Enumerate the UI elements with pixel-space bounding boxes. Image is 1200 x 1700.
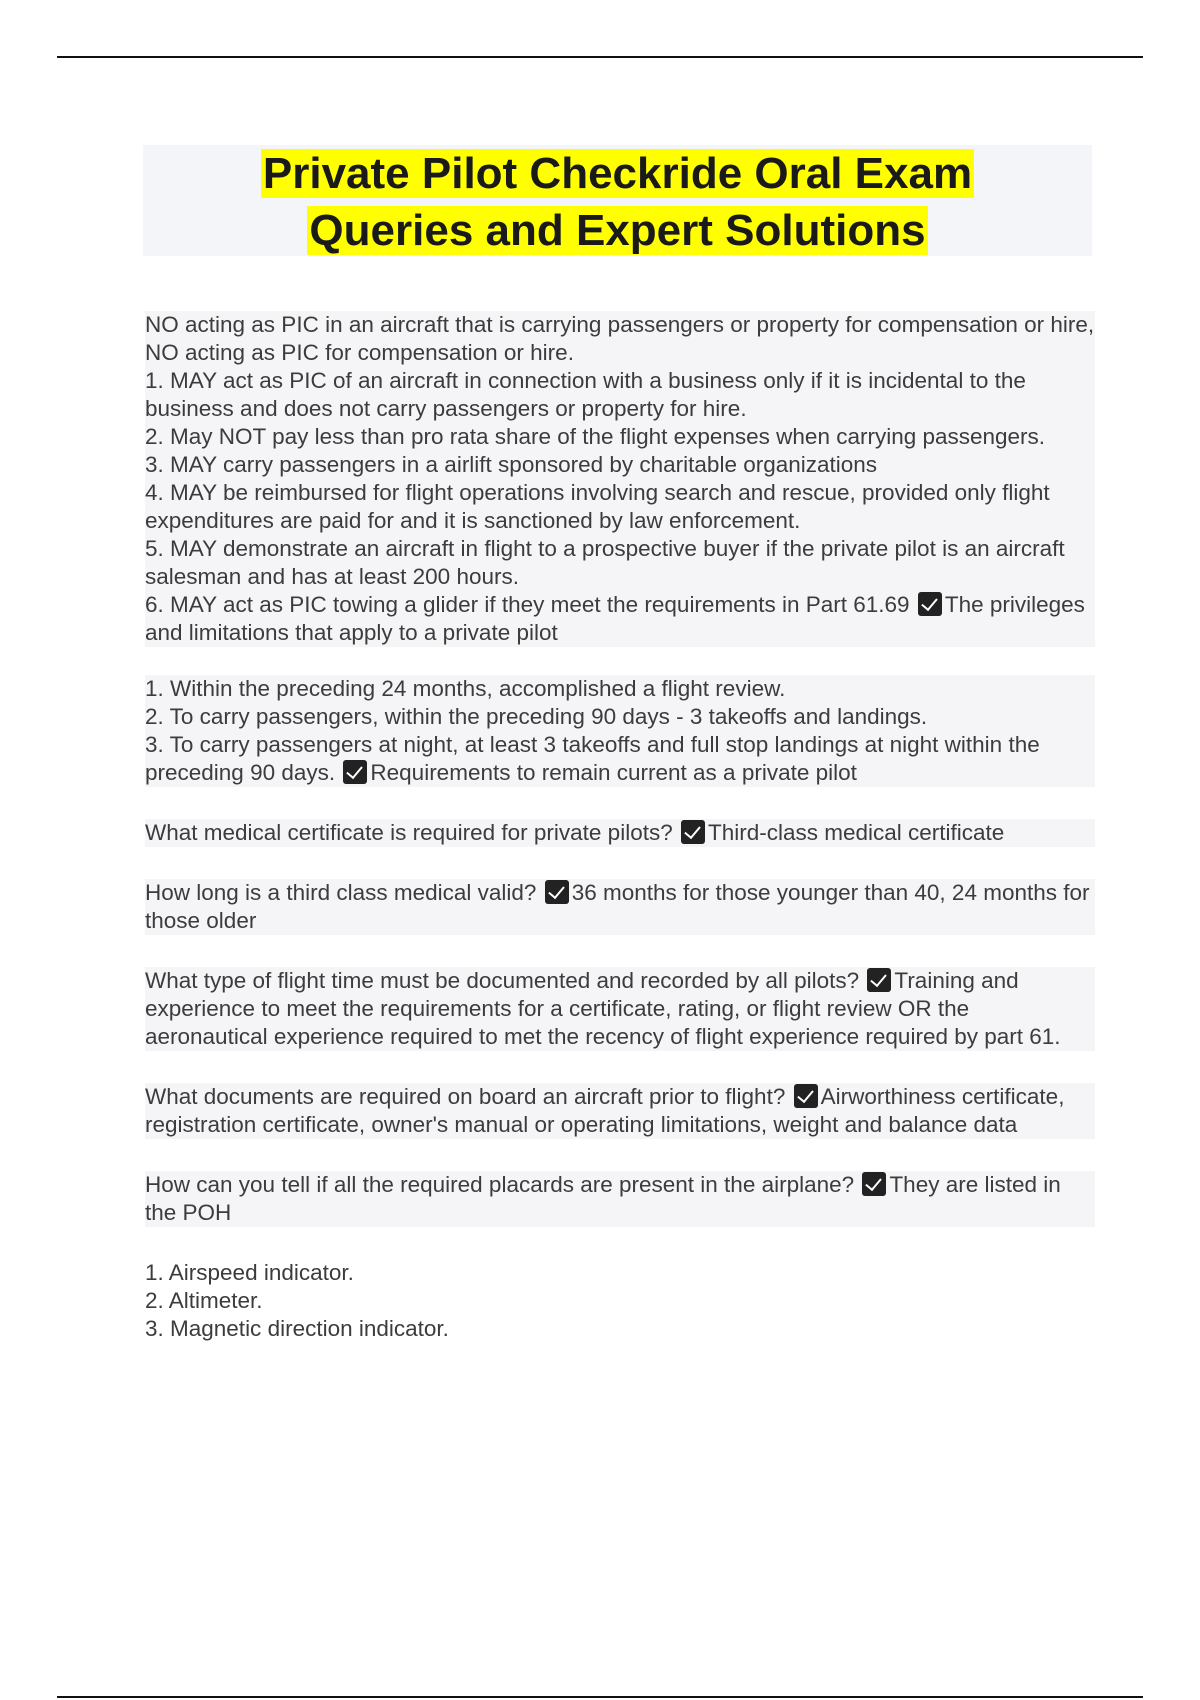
list-item: 3. MAY carry passengers in a airlift sponsored by charitable organizations — [145, 452, 878, 477]
list-item: 4. MAY be reimbursed for flight operations involving search and rescue, provided only flight expenditures are paid for and it is sanctioned by law enforcement. — [145, 480, 1050, 533]
bottom-rule — [57, 1696, 1143, 1698]
list-item: 2. To carry passengers, within the preceding 90 days - 3 takeoffs and landings. — [145, 704, 928, 729]
list-item: 3. Magnetic direction indicator. — [145, 1316, 449, 1341]
checkmark-box-icon — [681, 820, 705, 844]
qa-item — [145, 967, 1095, 1051]
checkmark-box-icon — [867, 968, 891, 992]
page-title — [143, 145, 1092, 259]
list-item: 1. Within the preceding 24 months, accomplished a flight review. — [145, 676, 786, 701]
answer-text: Third-class medical certificate — [707, 820, 1005, 845]
list-item: 1. MAY act as PIC of an aircraft in connection with a business only if it is incidental to the business and does not carry passengers or property for hire. — [145, 368, 1026, 421]
currency-block — [145, 675, 1095, 787]
list-item: 5. MAY demonstrate an aircraft in flight to a prospective buyer if the private pilot is an aircraft salesman and has at least 200 hours. — [145, 536, 1065, 589]
list-item-text: 3. To carry passengers at night, at least 3 takeoffs and full stop landings at night within the preceding 90 days. — [145, 732, 1040, 785]
question-text: What documents are required on board an aircraft prior to flight? — [145, 1084, 786, 1109]
checkmark-box-icon — [794, 1084, 818, 1108]
checkmark-box-icon — [862, 1172, 886, 1196]
list-item: 2. May NOT pay less than pro rata share of the flight expenses when carrying passengers. — [145, 424, 1046, 449]
list-item: 1. Airspeed indicator. — [145, 1260, 354, 1285]
answer-text: Requirements to remain current as a private pilot — [370, 760, 857, 785]
answer-text: 36 months for those younger than 40, 24 months for those older — [145, 880, 1090, 933]
checkmark-box-icon — [545, 880, 569, 904]
qa-item — [145, 1083, 1095, 1139]
title-line-1: Private Pilot Checkride Oral Exam — [262, 149, 973, 198]
question-text: How long is a third class medical valid? — [145, 880, 537, 905]
list-item: 2. Altimeter. — [145, 1288, 263, 1313]
privileges-intro: NO acting as PIC in an aircraft that is carrying passengers or property for compensation or hire, NO acting as PIC for compensation or hire. — [145, 312, 1095, 365]
qa-item — [145, 879, 1095, 935]
title-line-2: Queries and Expert Solutions — [309, 206, 926, 255]
list-item-with-answer — [145, 591, 1095, 647]
question-text: How can you tell if all the required placards are present in the airplane? — [145, 1172, 855, 1197]
answer-text: Airworthiness certificate, registration certificate, owner's manual or operating limitations, weight and balance data — [145, 1084, 1065, 1137]
answer-text: Training and experience to meet the requirements for a certificate, rating, or flight review OR the aeronautical experience required to met the recency of flight experience required by part 61. — [145, 968, 1061, 1049]
checkmark-box-icon — [343, 760, 367, 784]
question-text: What type of flight time must be documented and recorded by all pilots? — [145, 968, 860, 993]
instruments-list — [145, 1259, 1095, 1343]
top-rule — [57, 56, 1143, 58]
checkmark-box-icon — [918, 592, 942, 616]
answer-text: The privileges and limitations that apply to a private pilot — [145, 592, 1085, 645]
list-item-with-answer — [145, 731, 1095, 787]
title-box — [143, 145, 1092, 256]
answer-text: They are listed in the POH — [145, 1172, 1061, 1225]
qa-item — [145, 819, 1095, 847]
document-body — [145, 311, 1095, 1343]
qa-item — [145, 1171, 1095, 1227]
list-item-text: 6. MAY act as PIC towing a glider if they meet the requirements in Part 61.69 — [145, 592, 910, 617]
privileges-block — [145, 311, 1095, 647]
question-text: What medical certificate is required for private pilots? — [145, 820, 673, 845]
